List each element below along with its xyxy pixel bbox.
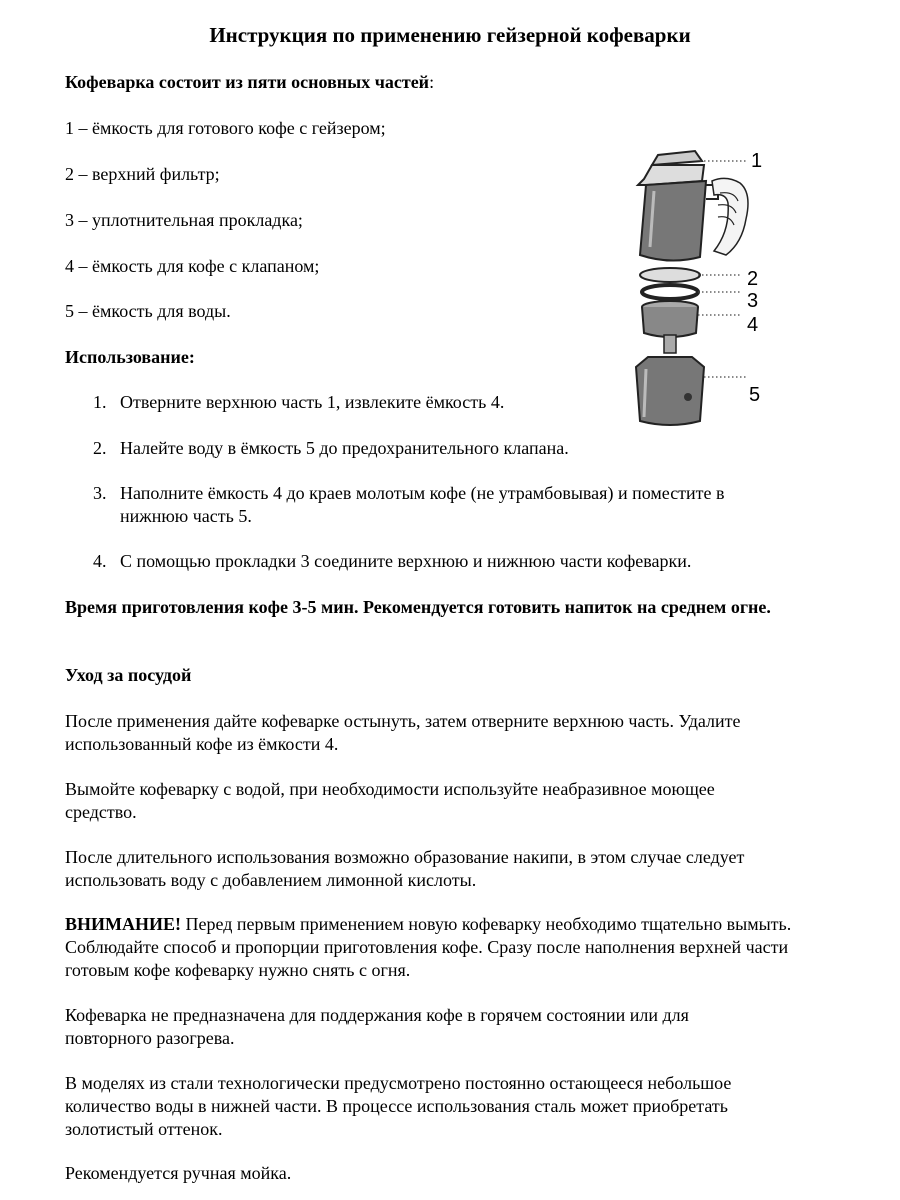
step-item-3 [93, 482, 793, 528]
parts-heading-text: Кофеварка состоит из пяти основных частей [65, 72, 430, 92]
diagram-label-3: 3 [747, 290, 759, 312]
step-item-4 [93, 550, 793, 573]
step-text: С помощью прокладки 3 соедините верхнюю и нижнюю части кофеварки. [120, 551, 692, 571]
parts-heading [65, 71, 855, 94]
extra-paragraph-3: Рекомендуется ручная мойка. [65, 1163, 292, 1183]
document-title: Инструкция по применению гейзерной кофеварки [209, 23, 691, 47]
funnel-illustration [642, 301, 698, 353]
warning-label: ВНИМАНИЕ! [65, 914, 181, 934]
diagram-label-4: 4 [747, 314, 759, 336]
part-item-2: 2 – верхний фильтр; [65, 164, 220, 184]
water-chamber-illustration [636, 357, 704, 425]
care-paragraph-2: Вымойте кофеварку с водой, при необходимости используйте неабразивное моющее средство. [65, 779, 715, 822]
diagram-label-1: 1 [751, 150, 763, 172]
step-number: 2. [93, 438, 107, 458]
upper-chamber-illustration [638, 151, 748, 261]
step-number: 3. [93, 483, 107, 503]
step-text: Налейте воду в ёмкость 5 до предохранительного клапана. [120, 438, 569, 458]
warning-text: Перед первым применением новую кофеварку необходимо тщательно вымыть. Соблюдайте способ и пропорции приготовления кофе. Сразу после наполнения верхней части готовым кофе кофеварку нужно снять с огня. [65, 914, 792, 980]
part-item-3: 3 – уплотнительная прокладка; [65, 210, 303, 230]
gasket-illustration [642, 285, 698, 299]
cooking-time-note: Время приготовления кофе 3-5 мин. Рекомендуется готовить напиток на среднем огне. [65, 597, 771, 617]
part-item-4: 4 – ёмкость для кофе с клапаном; [65, 256, 320, 276]
step-number: 4. [93, 551, 107, 571]
extra-paragraph-1: Кофеварка не предназначена для поддержания кофе в горячем состоянии или для повторного разогрева. [65, 1005, 689, 1048]
part-item-1: 1 – ёмкость для готового кофе с гейзером; [65, 118, 386, 138]
step-text-continued: нижнюю часть 5. [120, 506, 252, 526]
extra-paragraph-2: В моделях из стали технологически предусмотрено постоянно остающееся небольшое количество воды в нижней части. В процессе использования сталь может приобретать золотистый оттенок. [65, 1073, 732, 1139]
filter-illustration [640, 268, 700, 282]
care-paragraph-1: После применения дайте кофеварке остынуть, затем отверните верхнюю часть. Удалите использованный кофе из ёмкости 4. [65, 711, 741, 754]
diagram-label-2: 2 [747, 268, 759, 290]
step-text: Наполните ёмкость 4 до краев молотым кофе (не утрамбовывая) и поместите в [120, 483, 725, 503]
warning-paragraph [65, 913, 820, 982]
usage-heading: Использование: [65, 347, 195, 367]
step-number: 1. [93, 392, 107, 412]
coffee-maker-diagram [600, 135, 780, 435]
care-heading: Уход за посудой [65, 665, 192, 685]
step-item-2 [93, 437, 793, 460]
step-text: Отверните верхнюю часть 1, извлеките ёмкость 4. [120, 392, 505, 412]
diagram-label-5: 5 [749, 384, 761, 406]
part-item-5: 5 – ёмкость для воды. [65, 301, 231, 321]
care-paragraph-3: После длительного использования возможно образование накипи, в этом случае следует использовать воду с добавлением лимонной кислоты. [65, 847, 745, 890]
parts-heading-colon: : [429, 72, 435, 92]
